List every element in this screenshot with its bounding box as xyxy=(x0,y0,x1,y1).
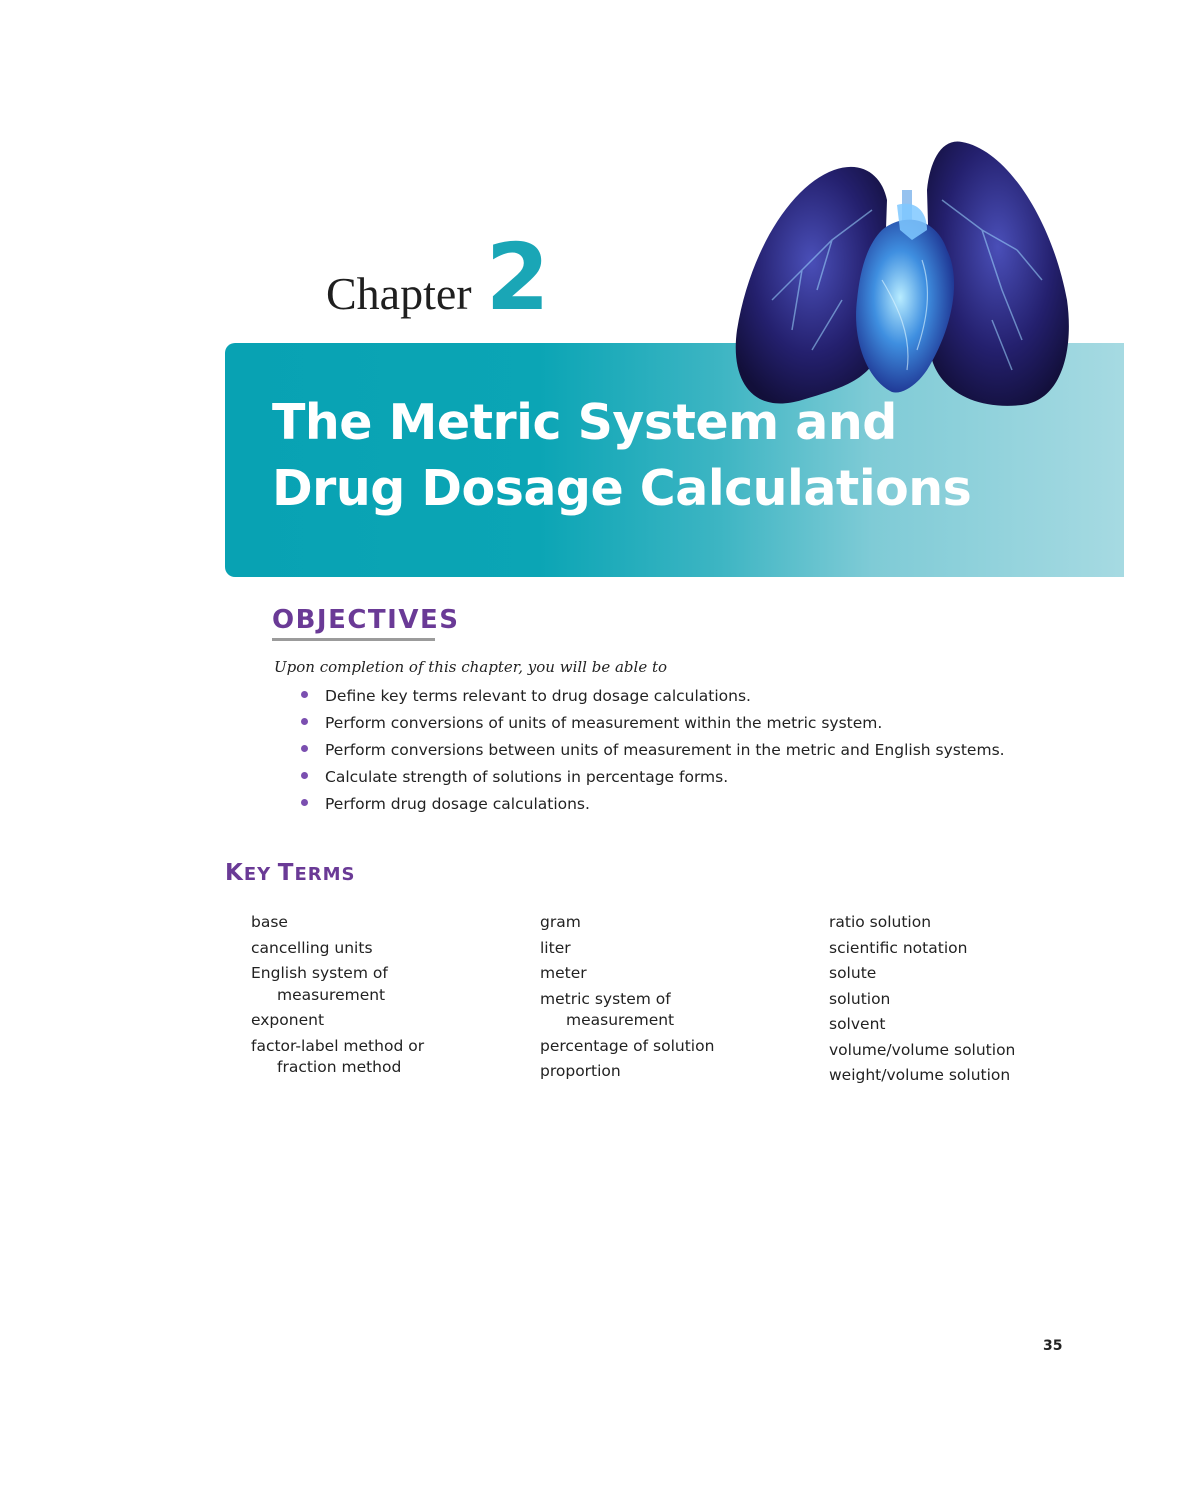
chapter-title-line-1: The Metric System and xyxy=(272,394,897,451)
key-term: cancelling units xyxy=(251,938,373,957)
objective-item: Calculate strength of solutions in percentage forms. xyxy=(298,765,1005,792)
objectives-intro: Upon completion of this chapter, you will be able to xyxy=(274,658,668,676)
key-term: factor-label method or fraction method xyxy=(251,1036,425,1076)
key-term: liter xyxy=(540,938,571,957)
chapter-number: 2 xyxy=(485,224,550,331)
key-term: percentage of solution xyxy=(540,1036,715,1055)
objectives-heading: OBJECTIVES xyxy=(272,605,460,635)
bullet-icon xyxy=(301,772,308,779)
bullet-icon xyxy=(301,745,308,752)
key-term: exponent xyxy=(251,1011,325,1029)
key-term: volume/volume solution xyxy=(829,1040,1016,1059)
key-term: scientific notation xyxy=(829,938,968,957)
chapter-word: Chapter xyxy=(326,268,472,319)
page-number: 35 xyxy=(1043,1338,1063,1354)
key-terms-column-1 xyxy=(251,912,424,1083)
key-term: meter xyxy=(540,964,587,982)
chapter-label xyxy=(326,224,550,331)
key-terms-column-2 xyxy=(540,912,714,1087)
key-term: solute xyxy=(829,964,877,982)
bullet-icon xyxy=(301,718,308,725)
objectives-underline xyxy=(272,638,435,641)
bullet-icon xyxy=(301,691,308,698)
bullet-icon xyxy=(301,799,308,806)
objective-item: Perform drug dosage calculations. xyxy=(298,792,1005,819)
key-term: metric system of measurement xyxy=(540,989,675,1029)
key-term: weight/volume solution xyxy=(829,1066,1011,1084)
key-term: solution xyxy=(829,989,891,1008)
chapter-title-line-2: Drug Dosage Calculations xyxy=(272,460,972,517)
chapter-title xyxy=(272,390,972,522)
key-term: ratio solution xyxy=(829,913,932,931)
key-terms-column-3 xyxy=(829,912,1015,1091)
lungs-heart-illustration xyxy=(722,130,1092,430)
objective-item: Perform conversions of units of measurement within the metric system. xyxy=(298,711,1005,738)
key-term: proportion xyxy=(540,1062,621,1080)
objective-item: Perform conversions between units of measurement in the metric and English systems. xyxy=(298,738,1005,765)
key-term: solvent xyxy=(829,1015,886,1033)
key-terms-heading: KEY TERMS xyxy=(225,860,356,886)
key-term: gram xyxy=(540,913,581,931)
key-term: base xyxy=(251,913,288,931)
objective-item: Define key terms relevant to drug dosage calculations. xyxy=(298,684,1005,711)
key-term: English system of measurement xyxy=(251,964,388,1004)
objectives-list xyxy=(298,684,1005,819)
